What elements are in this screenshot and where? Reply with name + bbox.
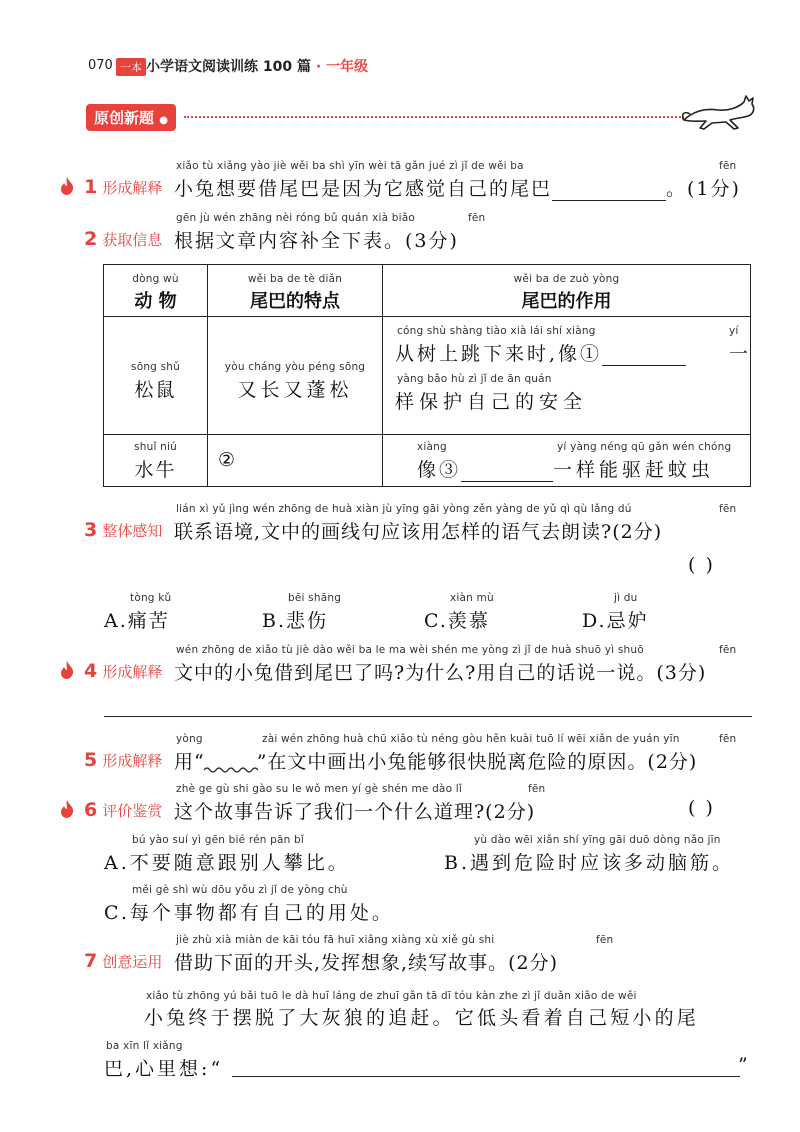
q5-text: ”在文中画出小兔能够很快脱离危险的原因。(2分) — [256, 751, 698, 773]
q3-option-b-pinyin: bēi shāng — [288, 592, 342, 604]
row1-animal-pinyin: sōng shǔ — [131, 361, 180, 373]
q7-tag: 创意运用 — [102, 953, 163, 971]
q3-text: 联系语境,文中的画线句应该用怎样的语气去朗读?(2分) — [174, 521, 663, 543]
table-header-row — [104, 265, 751, 317]
q1-tag: 形成解释 — [102, 179, 163, 197]
q4-pinyin-fen: fēn — [719, 644, 737, 656]
question-5 — [84, 749, 162, 771]
row1-use-line1 — [395, 339, 686, 366]
q4-number: 4 — [84, 660, 98, 682]
book-title — [146, 56, 368, 76]
row2-animal-pinyin: shuǐ niú — [134, 441, 177, 453]
q7-story-pinyin2: ba xīn lǐ xiǎng — [106, 1040, 183, 1052]
header-feature — [208, 265, 383, 317]
banner-dot-icon: ● — [159, 115, 168, 126]
row2-feature[interactable] — [208, 435, 383, 487]
q7-answer-line[interactable] — [232, 1076, 740, 1077]
q6-pinyin: zhè ge gù shi gào su le wǒ men yí gè shén me dào lǐ — [176, 783, 462, 795]
row2-use-line — [417, 455, 553, 482]
page-number: 070 — [88, 58, 113, 73]
table-row — [104, 435, 751, 487]
title-separator: · — [315, 59, 322, 75]
header-animal-pinyin: dòng wù — [132, 273, 179, 285]
q1-score: 。(1分) — [666, 178, 741, 200]
q6-option-c[interactable]: C.每个事物都有自己的用处。 — [104, 902, 394, 924]
q6-option-a-pinyin: bú yào suí yì gēn bié rén pān bǐ — [132, 834, 305, 846]
question-7 — [84, 950, 162, 972]
row2-use-pinyin-right: yí yàng néng qū gǎn wén chóng — [557, 441, 732, 453]
q3-option-d[interactable]: D.忌妒 — [582, 610, 649, 632]
q5-pinyin-fen: fēn — [719, 733, 737, 745]
q7-close-quote: ” — [738, 1054, 750, 1076]
q3-number: 3 — [84, 519, 98, 541]
cat-icon — [682, 92, 760, 132]
q3-option-b[interactable]: B.悲伤 — [262, 610, 329, 632]
row2-use-text1: 像③ — [417, 459, 462, 481]
question-3 — [84, 519, 162, 541]
header-use — [383, 265, 751, 317]
row1-use-pinyin2: yàng bǎo hù zì jǐ de ān quán — [397, 373, 552, 385]
row1-use-text1: 从树上跳下来时,像① — [395, 343, 603, 365]
row1-animal — [104, 317, 208, 435]
row2-feature-marker: ② — [218, 449, 238, 471]
question-2 — [84, 228, 162, 250]
row2-animal-text: 水牛 — [134, 459, 177, 481]
q5-yong: 用“ — [174, 751, 205, 773]
header-animal — [104, 265, 208, 317]
question-6 — [84, 799, 162, 821]
row2-use-text2: 一样能驱赶蚊虫 — [553, 459, 715, 481]
q2-tag: 获取信息 — [102, 231, 163, 249]
q4-answer-line[interactable] — [104, 716, 752, 717]
row1-feature-text: 又长又蓬松 — [237, 379, 353, 401]
q6-number: 6 — [84, 799, 98, 821]
q7-text: 借助下面的开头,发挥想象,续写故事。(2分) — [174, 952, 558, 974]
q3-option-c[interactable]: C.羡慕 — [424, 610, 490, 632]
row1-use-yi-pinyin: yí — [729, 325, 739, 337]
q5-pinyin: zài wén zhōng huà chū xiǎo tù néng gòu hěn kuài tuō lí wēi xiǎn de yuán yīn — [262, 733, 680, 745]
header-use-label: 尾巴的作用 — [521, 291, 612, 312]
q4-pinyin: wén zhōng de xiǎo tù jiè dào wěi ba le ma wèi shén me yòng zì jǐ de huà shuō yì shuō — [176, 644, 644, 656]
q3-pinyin-fen: fēn — [719, 503, 737, 515]
book-title-text: 小学语文阅读训练 100 篇 — [146, 59, 311, 75]
q3-pinyin: lián xì yǔ jìng wén zhōng de huà xiàn jù yīng gāi yòng zěn yàng de yǔ qì qù lǎng dú — [176, 503, 632, 515]
q1-answer-blank[interactable] — [552, 180, 666, 201]
q2-text: 根据文章内容补全下表。(3分) — [174, 230, 459, 252]
q4-tag: 形成解释 — [102, 663, 163, 681]
section-banner — [86, 104, 176, 131]
row2-use — [383, 435, 751, 487]
header-use-pinyin: wěi ba de zuò yòng — [513, 273, 620, 285]
q2-pinyin-fen: fēn — [468, 212, 486, 224]
banner-label: 原创新题 — [94, 109, 155, 127]
q6-option-b-pinyin: yù dào wēi xiǎn shí yīng gāi duō dòng nǎo jīn — [474, 834, 721, 846]
q6-option-a[interactable]: A.不要随意跟别人攀比。 — [104, 852, 350, 874]
q1-line — [174, 174, 741, 201]
flame-icon — [60, 661, 74, 679]
q6-tag: 评价鉴赏 — [102, 802, 163, 820]
q3-option-a-pinyin: tòng kǔ — [130, 592, 172, 604]
row2-answer-blank[interactable] — [461, 461, 553, 482]
wavy-underline-icon — [204, 766, 258, 774]
q1-pinyin-fen: fēn — [719, 160, 737, 172]
q5-tag: 形成解释 — [102, 752, 163, 770]
answer-table — [103, 264, 751, 487]
q7-story-line1: 小兔终于摆脱了大灰狼的追赶。它低头看着自己短小的尾 — [144, 1007, 700, 1029]
q7-story-line2: 巴,心里想:“ — [104, 1058, 224, 1080]
publisher-logo: 一本 — [116, 58, 146, 76]
q5-number: 5 — [84, 749, 98, 771]
q7-pinyin-fen: fēn — [596, 934, 614, 946]
row1-animal-text: 松鼠 — [134, 379, 177, 401]
header-animal-label: 动 物 — [134, 291, 177, 312]
row1-feature — [208, 317, 383, 435]
q1-text: 小兔想要借尾巴是因为它感觉自己的尾巴 — [174, 178, 553, 200]
row1-use-text2: 样保护自己的安全 — [395, 391, 588, 413]
q7-story-pinyin: xiǎo tù zhōng yú bǎi tuō le dà huī láng de zhuī gǎn tā dī tóu kàn zhe zì jǐ duǎn xiǎo de wěi — [146, 990, 637, 1002]
q6-option-b[interactable]: B.遇到危险时应该多动脑筋。 — [444, 852, 735, 874]
q7-pinyin: jiè zhù xià miàn de kāi tóu fā huī xiǎng xiàng xù xiě gù shi — [176, 934, 495, 946]
q2-pinyin: gēn jù wén zhāng nèi róng bǔ quán xià biǎo — [176, 212, 416, 224]
q1-pinyin: xiǎo tù xiǎng yào jiè wěi ba shì yīn wèi tā gǎn jué zì jǐ de wěi ba — [176, 160, 524, 172]
flame-icon — [60, 800, 74, 818]
q4-text: 文中的小兔借到尾巴了吗?为什么?用自己的话说一说。(3分) — [174, 662, 707, 684]
header-feature-pinyin: wěi ba de tè diǎn — [247, 273, 343, 285]
q5-pinyin-yong: yòng — [176, 733, 203, 745]
row1-use-pinyin1: cóng shù shàng tiào xià lái shí xiàng — [397, 325, 596, 337]
banner-divider — [184, 116, 684, 118]
row2-use-pinyin: xiàng — [417, 441, 447, 453]
q6-pinyin-fen: fēn — [528, 783, 546, 795]
row1-answer-blank[interactable] — [602, 345, 686, 366]
q3-tag: 整体感知 — [102, 522, 163, 540]
row2-animal — [104, 435, 208, 487]
q3-option-c-pinyin: xiàn mù — [450, 592, 494, 604]
q7-number: 7 — [84, 950, 98, 972]
question-4 — [84, 660, 162, 682]
header-feature-label: 尾巴的特点 — [250, 291, 340, 312]
row1-use — [383, 317, 751, 435]
row1-feature-pinyin: yòu cháng yòu péng sōng — [224, 361, 366, 373]
q3-option-d-pinyin: jì du — [614, 592, 638, 604]
question-1 — [84, 176, 162, 198]
q2-number: 2 — [84, 228, 98, 250]
row1-use-yi: 一 — [729, 343, 751, 365]
q3-answer-paren[interactable]: ( ) — [688, 554, 715, 576]
grade-label: 一年级 — [326, 59, 369, 75]
q1-number: 1 — [84, 176, 98, 198]
q3-option-a[interactable]: A.痛苦 — [104, 610, 170, 632]
q6-text: 这个故事告诉了我们一个什么道理?(2分) — [174, 801, 536, 823]
q6-answer-paren[interactable]: ( ) — [688, 797, 715, 819]
flame-icon — [60, 177, 74, 195]
q6-option-c-pinyin: měi gè shì wù dōu yǒu zì jǐ de yòng chù — [132, 884, 348, 896]
table-row — [104, 317, 751, 435]
